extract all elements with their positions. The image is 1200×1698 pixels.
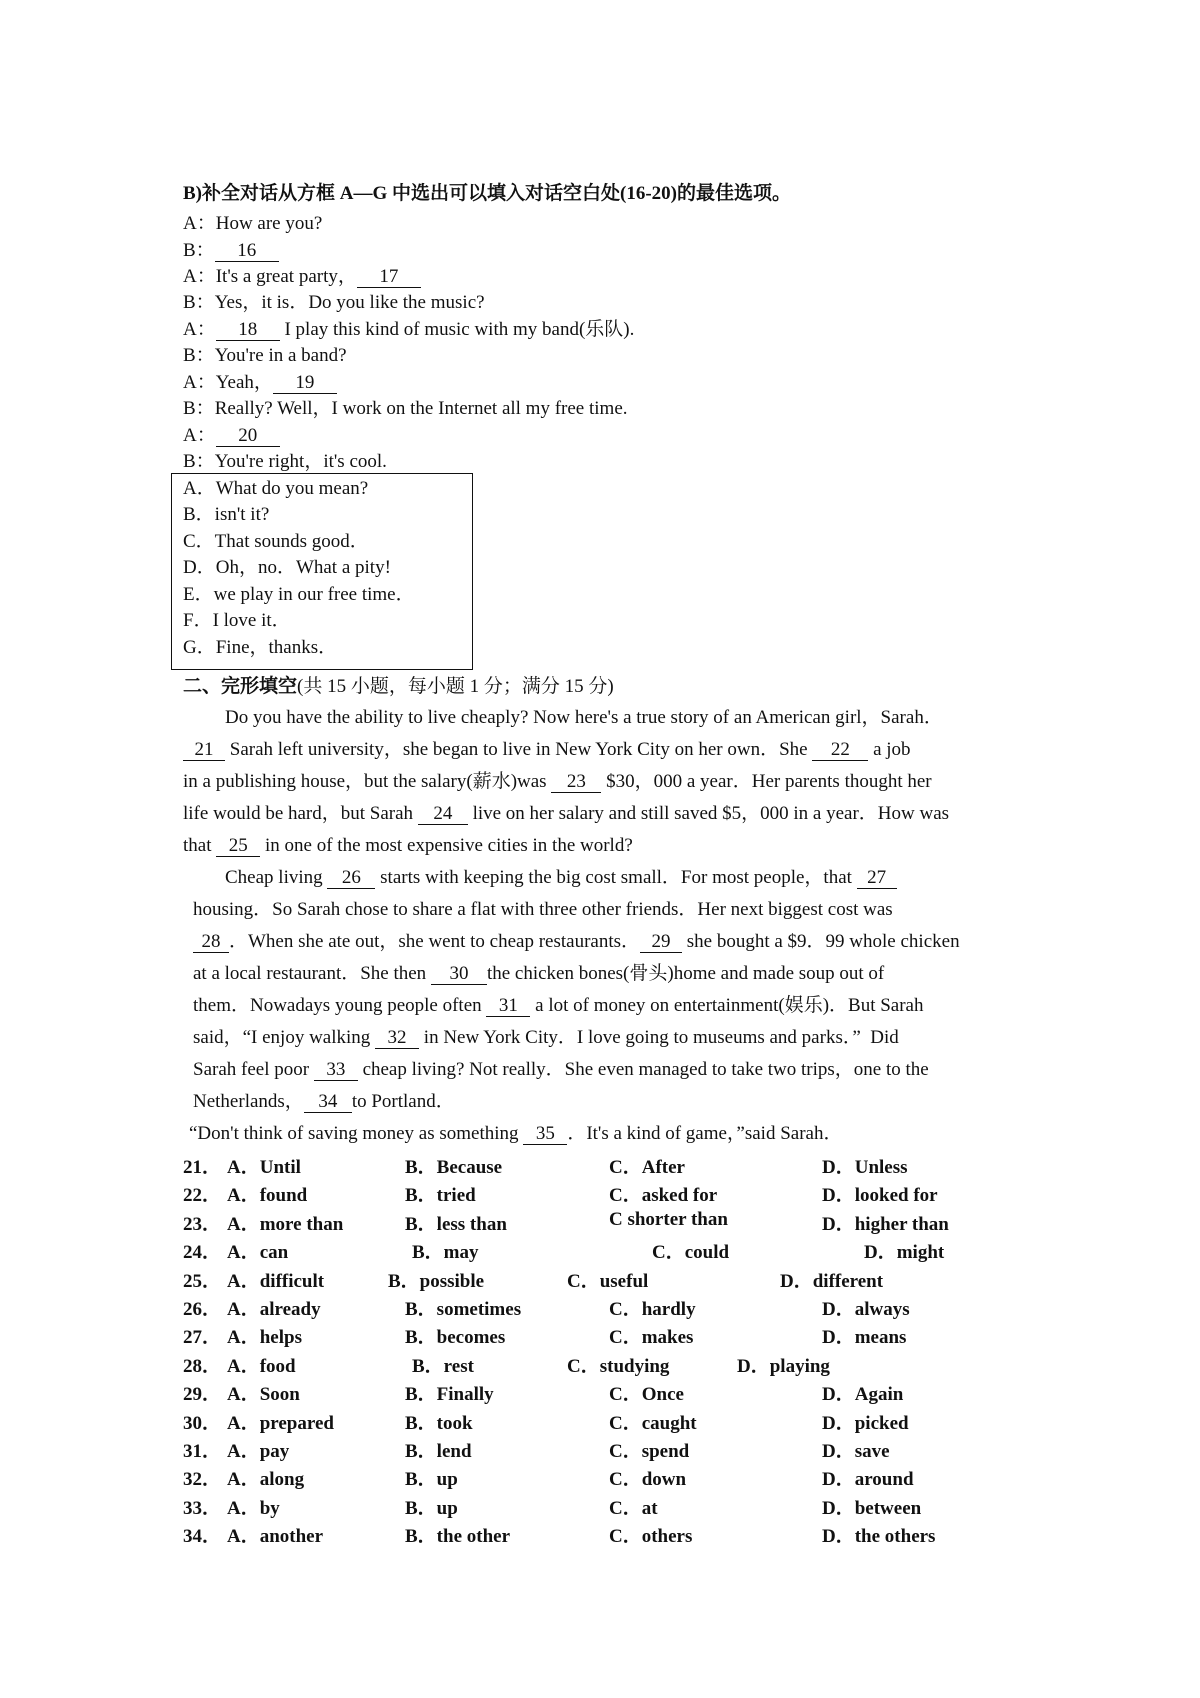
answer-blank[interactable]: 30 xyxy=(431,963,487,985)
choice-option[interactable]: C．caught xyxy=(609,1412,697,1434)
option-item: E．we play in our free time． xyxy=(183,584,415,605)
choice-option[interactable]: D．save xyxy=(822,1441,890,1462)
question-number: 34． xyxy=(183,1526,222,1548)
question-row xyxy=(0,1464,1200,1490)
question-number: 21． xyxy=(183,1157,222,1178)
choice-option[interactable]: A．helps xyxy=(227,1327,302,1349)
choice-option[interactable]: D．the others xyxy=(822,1526,936,1548)
choice-option[interactable]: D．playing xyxy=(737,1355,830,1377)
dialogue-line: B： 16 xyxy=(183,238,279,264)
answer-blank[interactable]: 32 xyxy=(375,1027,419,1049)
option-item: A．What do you mean? xyxy=(183,478,369,499)
choice-option[interactable]: B．the other xyxy=(405,1526,511,1548)
passage-line: at a local restaurant．She then 30 the chicken bones(骨头)home and made soup out of xyxy=(193,963,885,984)
question-row xyxy=(0,1521,1200,1547)
choice-option[interactable]: A．by xyxy=(227,1497,280,1519)
answer-blank[interactable]: 31 xyxy=(486,995,530,1017)
choice-option[interactable]: C．useful xyxy=(567,1270,649,1292)
choice-option[interactable]: B．tried xyxy=(405,1185,476,1207)
answer-blank[interactable]: 17 xyxy=(357,266,421,288)
choice-option[interactable]: A．more than xyxy=(227,1213,344,1235)
passage-line: Netherlands， 34 to Portland． xyxy=(193,1091,455,1112)
answer-blank[interactable]: 33 xyxy=(314,1059,358,1081)
choice-option[interactable]: A．pay xyxy=(227,1441,290,1462)
answer-blank[interactable]: 25 xyxy=(216,835,260,857)
choice-option[interactable]: B．Finally xyxy=(405,1384,494,1406)
choice-option[interactable]: D．between xyxy=(822,1497,922,1519)
question-row xyxy=(0,1493,1200,1519)
choice-option[interactable]: D．higher than xyxy=(822,1213,949,1235)
answer-blank[interactable]: 16 xyxy=(215,240,279,262)
answer-blank[interactable]: 20 xyxy=(216,425,280,447)
choice-option[interactable]: D．Again xyxy=(822,1384,904,1406)
answer-blank[interactable]: 23 xyxy=(551,771,601,793)
question-row xyxy=(0,1266,1200,1292)
answer-blank[interactable]: 34 xyxy=(304,1091,352,1113)
choice-option[interactable]: A．Until xyxy=(227,1157,301,1178)
choice-option[interactable]: C．Once xyxy=(609,1384,684,1406)
question-number: 29． xyxy=(183,1384,222,1406)
question-row xyxy=(0,1322,1200,1348)
passage-line: Sarah feel poor 33 cheap living? Not really．She even managed to take two trips，one to the xyxy=(193,1059,929,1080)
question-number: 31． xyxy=(183,1441,222,1462)
choice-option[interactable]: B．up xyxy=(405,1469,458,1491)
choice-option[interactable]: B．less than xyxy=(405,1213,507,1235)
choice-option[interactable]: B．Because xyxy=(405,1157,503,1178)
dialogue-line: B：Really? Well，I work on the Internet all my free time. xyxy=(183,398,628,419)
answer-blank[interactable]: 35 xyxy=(523,1123,567,1145)
choice-option[interactable]: D．always xyxy=(822,1299,910,1320)
answer-blank[interactable]: 22 xyxy=(812,739,868,761)
answer-blank[interactable]: 27 xyxy=(857,867,897,889)
option-item: D．Oh，no．What a pity! xyxy=(183,557,391,578)
choice-option[interactable]: D．around xyxy=(822,1469,914,1491)
choice-option[interactable]: A．difficult xyxy=(227,1270,325,1292)
question-number: 33． xyxy=(183,1497,222,1519)
passage-line: that 25 in one of the most expensive cities in the world? xyxy=(183,835,633,856)
choice-option[interactable]: B．took xyxy=(405,1412,473,1434)
choice-option[interactable]: A．can xyxy=(227,1242,289,1264)
section-2-heading: 二、完形填空(共 15 小题，每小题 1 分；满分 15 分) xyxy=(183,676,614,697)
choice-option[interactable]: D．might xyxy=(864,1242,945,1264)
choice-option[interactable]: A．food xyxy=(227,1355,296,1377)
passage-line: Do you have the ability to live cheaply? Now here's a true story of an American girl，Sarah． xyxy=(225,707,943,728)
passage-line: 21 Sarah left university，she began to live in New York City on her own．She 22 a job xyxy=(183,737,911,763)
choice-option[interactable]: B．rest xyxy=(412,1355,474,1377)
choice-option[interactable]: B．lend xyxy=(405,1441,472,1462)
option-item: G．Fine，thanks． xyxy=(183,637,338,658)
answer-blank[interactable]: 19 xyxy=(273,372,337,394)
passage-line: housing．So Sarah chose to share a flat with three other friends．Her next biggest cost was xyxy=(193,899,893,920)
question-number: 24． xyxy=(183,1242,222,1264)
choice-option[interactable]: A．along xyxy=(227,1469,305,1491)
answer-blank[interactable]: 26 xyxy=(327,867,375,889)
choice-option[interactable]: A．Soon xyxy=(227,1384,300,1406)
choice-option[interactable]: C．studying xyxy=(567,1355,670,1377)
question-row xyxy=(0,1237,1200,1263)
answer-blank[interactable]: 28 xyxy=(193,931,229,953)
dialogue-line: B：You're in a band? xyxy=(183,345,347,366)
choice-option[interactable]: A．prepared xyxy=(227,1412,334,1434)
choice-option[interactable]: B．up xyxy=(405,1497,458,1519)
answer-blank[interactable]: 29 xyxy=(640,931,682,953)
choice-option[interactable]: D．means xyxy=(822,1327,907,1349)
choice-option[interactable]: B．becomes xyxy=(405,1327,506,1349)
choice-option[interactable]: D．Unless xyxy=(822,1157,908,1178)
question-number: 27． xyxy=(183,1327,222,1349)
choice-option[interactable]: D．picked xyxy=(822,1412,909,1434)
question-row xyxy=(0,1180,1200,1206)
question-number: 25． xyxy=(183,1270,222,1292)
choice-option[interactable]: C．others xyxy=(609,1526,693,1548)
question-row xyxy=(0,1152,1200,1178)
answer-blank[interactable]: 24 xyxy=(418,803,468,825)
choice-option[interactable]: C．down xyxy=(609,1469,687,1491)
passage-line: said，“I enjoy walking 32 in New York City．I love going to museums and parks．” Did xyxy=(193,1027,899,1048)
question-row xyxy=(0,1209,1200,1235)
answer-blank[interactable]: 18 xyxy=(216,319,280,341)
question-row xyxy=(0,1351,1200,1377)
section-b-heading: B)补全对话从方框 A—G 中选出可以填入对话空白处(16-20)的最佳选项。 xyxy=(183,183,791,204)
choice-option[interactable]: D．looked for xyxy=(822,1185,938,1207)
passage-line: them．Nowadays young people often 31 a lot of money on entertainment(娱乐)．But Sarah xyxy=(193,995,924,1016)
dialogue-line: A：Yeah， 19 xyxy=(183,370,337,396)
choice-option[interactable]: A．found xyxy=(227,1185,308,1207)
passage-line: in a publishing house，but the salary(薪水)was 23 $30，000 a year．Her parents thought her xyxy=(183,771,932,792)
question-number: 23． xyxy=(183,1213,222,1235)
passage-line: life would be hard，but Sarah 24 live on her salary and still saved $5，000 in a year．How was xyxy=(183,803,950,824)
choice-option[interactable]: C．hardly xyxy=(609,1299,696,1320)
dialogue-line: A：It's a great party， 17 xyxy=(183,264,421,290)
dialogue-line: A：How are you? xyxy=(183,213,323,234)
question-row xyxy=(0,1408,1200,1434)
choice-option[interactable]: B．possible xyxy=(388,1270,485,1292)
question-number: 28． xyxy=(183,1355,222,1377)
choice-option[interactable]: C．asked for xyxy=(609,1185,718,1207)
passage-line: 28 ．When she ate out，she went to cheap restaurants． 29 she bought a $9．99 whole chicken xyxy=(193,929,960,955)
choice-option[interactable]: A．already xyxy=(227,1299,321,1320)
question-row xyxy=(0,1294,1200,1320)
option-item: F．I love it． xyxy=(183,610,291,631)
passage-line: Cheap living 26 starts with keeping the big cost small．For most people，that 27 xyxy=(225,865,897,891)
choice-option[interactable]: C．After xyxy=(609,1157,685,1178)
dialogue-line: A： 18 I play this kind of music with my band(乐队). xyxy=(183,319,635,340)
question-number: 26． xyxy=(183,1299,222,1320)
answer-blank[interactable]: 21 xyxy=(183,739,225,761)
question-row xyxy=(0,1436,1200,1462)
choice-option[interactable]: C．makes xyxy=(609,1327,694,1349)
question-number: 30． xyxy=(183,1412,222,1434)
question-number: 22． xyxy=(183,1185,222,1207)
question-number: 32． xyxy=(183,1469,222,1491)
choice-option[interactable]: C．could xyxy=(652,1242,730,1264)
option-item: B．isn't it? xyxy=(183,504,270,525)
passage-line: “Don't think of saving money as something 35 ．It's a kind of game，”said Sarah． xyxy=(189,1123,843,1144)
choice-option[interactable]: A．another xyxy=(227,1526,324,1548)
question-row xyxy=(0,1379,1200,1405)
choice-option[interactable]: B．sometimes xyxy=(405,1299,522,1320)
option-item: C．That sounds good． xyxy=(183,531,369,552)
choice-option[interactable]: D．different xyxy=(780,1270,884,1292)
choice-option[interactable]: C．at xyxy=(609,1497,658,1519)
choice-option[interactable]: C．spend xyxy=(609,1441,690,1462)
dialogue-line: B：Yes，it is．Do you like the music? xyxy=(183,292,485,313)
choice-option[interactable]: B．may xyxy=(412,1242,479,1264)
dialogue-line: A： 20 xyxy=(183,423,280,449)
dialogue-line: B：You're right，it's cool. xyxy=(183,451,387,472)
choice-option[interactable]: C shorter than xyxy=(609,1208,728,1230)
